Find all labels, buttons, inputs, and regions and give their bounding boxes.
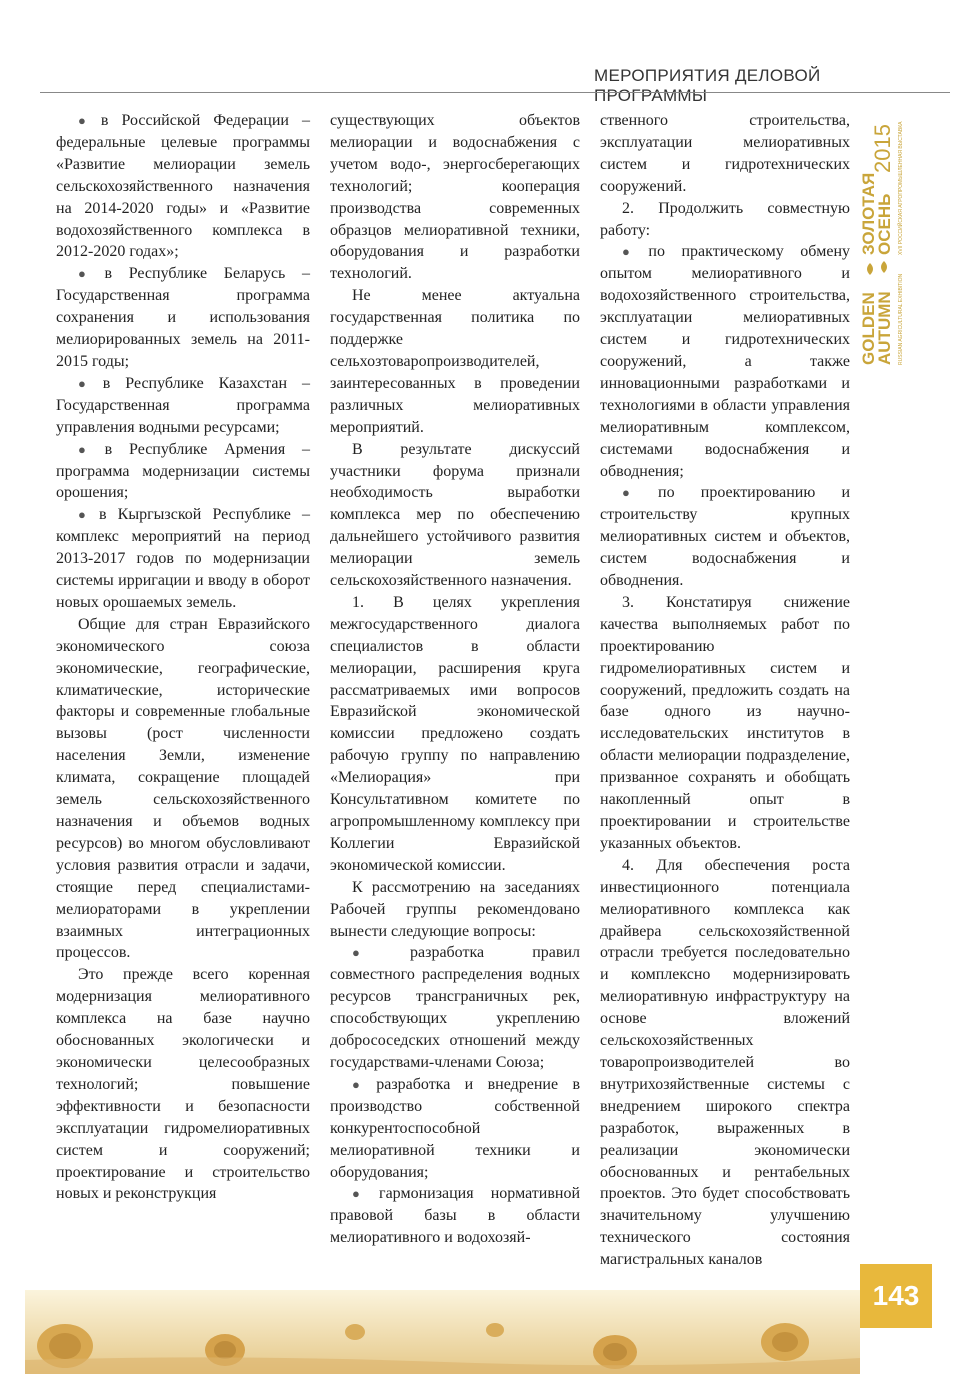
paragraph: ● разработка и внедрение в производство собственной конкурентоспособной мелиоративной техники и оборудования; [330, 1074, 580, 1184]
paragraph: К рассмотрению на заседаниях Рабочей группы рекомендовано вынести следующие вопросы: [330, 878, 580, 940]
paragraph: 2. Продолжить совместную работу: [600, 199, 850, 239]
paragraph: ● по практическому обмену опытом мелиоративного и водохозяйственного строительства, эксплуатации мелиоративных систем и гидротехнических сооружений, а также инновационными разработками и технологиями в области управления мелиоративным комплексом, системами водоснабжения и обводнения; [600, 241, 850, 482]
hay-bale-icon [593, 1335, 637, 1369]
paragraph: ● гармонизация нормативной правовой базы в области мелиоративного и водохозяй- [330, 1183, 580, 1249]
logo-caption: XVII РОССИЙСКАЯ АГРОПРОМЫШЛЕННАЯ ВЫСТАВКА [898, 121, 904, 255]
logo-line-1: ЗОЛОТАЯ [859, 172, 878, 255]
paragraph: ственного строительства, эксплуатации мелиоративных систем и гидротехнических сооружений. [600, 112, 850, 195]
text-column-1 [56, 110, 310, 1205]
paragraph: 1. В целях укрепления межгосударственного диалога специалистов в области мелиорации, расширения круга рассматриваемых ими вопросов Евразийской экономической комиссии предложено создать рабочую группу по направлению «Мелиорация» при Консультативном комитете по агропромышленному комплексу при Коллегии Евразийской экономической комиссии. [330, 593, 580, 874]
paragraph: Общие для стран Евразийского экономического союза экономические, географические, климатические, исторические факторы и современные глобальные вызовы (рост численности населения Земли, изменение климата, сокращение площадей земель сельскохозяйственного назначения и объемов водных ресурсов) во многом обусловливают условия развития отрасли и задачи, стоящие перед специалистами-мелиораторами в укреплении взаимных интеграционных процессов. [56, 615, 310, 962]
logo-line-2: ОСЕНЬ [875, 193, 894, 255]
paragraph: Не менее актуальна государственная политика по поддержке сельхозтоваропроизводителей, заинтересованных в проведении различных мелиоративных мероприятий. [330, 287, 580, 436]
header-rule [40, 92, 950, 93]
text-column-2 [330, 110, 580, 1249]
paragraph: ● по проектированию и строительству крупных мелиоративных систем и объектов, систем водоснабжения и обводнения. [600, 482, 850, 592]
paragraph: ● в Республике Беларусь – Государственная программа сохранения и использования мелиорированных земель на 2011-2015 годы; [56, 263, 310, 373]
hay-field-image [25, 1290, 860, 1374]
paragraph: ● разработка правил совместного распределения водных ресурсов трансграничных рек, способствующих укреплению добрососедских отношений между государствами-членами Союза; [330, 942, 580, 1073]
hay-bale-icon [486, 1323, 504, 1337]
paragraph: ● в Кыргызской Республике – комплекс мероприятий на период 2013-2017 годов по модернизации системы ирригации и вводу в оборот новых орошаемых земель. [56, 504, 310, 614]
hay-bale-icon [761, 1323, 809, 1361]
leaf-icon [867, 261, 887, 275]
page-number: 143 [860, 1264, 932, 1328]
section-header: МЕРОПРИЯТИЯ ДЕЛОВОЙ ПРОГРАММЫ [594, 66, 821, 105]
logo-caption-en: RUSSIAN AGRICULTURAL EXHIBITION [898, 273, 904, 365]
paragraph: существующих объектов мелиорации и водоснабжения с учетом водо-, энергосберегающих технологий; кооперация производства современных образцов мелиоративной техники, оборудования и разработки технологий. [330, 112, 580, 283]
paragraph: 3. Констатируя снижение качества выполняемых работ по проектированию гидромелиоративных систем и сооружений, предложить создать на базе одного из научно-исследовательских институтов в области мелиорации подразделение, призванное сохранять и обобщать накопленный опыт в проектировании и строительстве указанных объектов. [600, 593, 850, 852]
logo-line-4: AUTUMN [875, 291, 894, 365]
paragraph: В результате дискуссий участники форума признали необходимость выработки комплекса мер по обеспечению дальнейшего устойчивого развития мелиорации земель сельскохозяйственного назначения. [330, 440, 580, 590]
paragraph: Это прежде всего коренная модернизация мелиоративного комплекса на базе научно обоснованных экологически и экономически целесообразных технологий; повышение эффективности и безопасности эксплуатации гидромелиоративных систем и сооружений; проектирование и строительство новых и реконструкция [56, 966, 310, 1203]
logo-line-3: GOLDEN [859, 292, 878, 365]
golden-autumn-logo [858, 100, 918, 370]
paragraph: ● в Республике Армения – программа модернизации системы орошения; [56, 439, 310, 505]
paragraph: 4. Для обеспечения роста инвестиционного потенциала мелиоративного комплекса как драйвера сельскохозяйственной отрасли требуется последовательно и комплексно модернизировать мелиоративную инфраструктуру на основе вложений сельскохозяйственных товаропроизводителей во внутрихозяйственные системы с внедрением широкого спектра разработок, выраженных в реализации экономически обоснованных и рентабельных проектов. Это будет способствовать значительному улучшению технического состояния магистральных каналов [600, 856, 850, 1269]
logo-year: 2015 [870, 124, 895, 173]
paragraph: ● в Российской Федерации – федеральные целевые программы «Развитие мелиорации земель сельскохозяйственного назначения на 2014-2020 годы» и «Развитие водохозяйственного комплекса в 2012-2020 годах»; [56, 110, 310, 263]
text-column-3 [600, 110, 850, 1271]
paragraph: ● в Республике Казахстан – Государственная программа управления водными ресурсами; [56, 373, 310, 439]
hay-bale-icon [345, 1324, 365, 1340]
